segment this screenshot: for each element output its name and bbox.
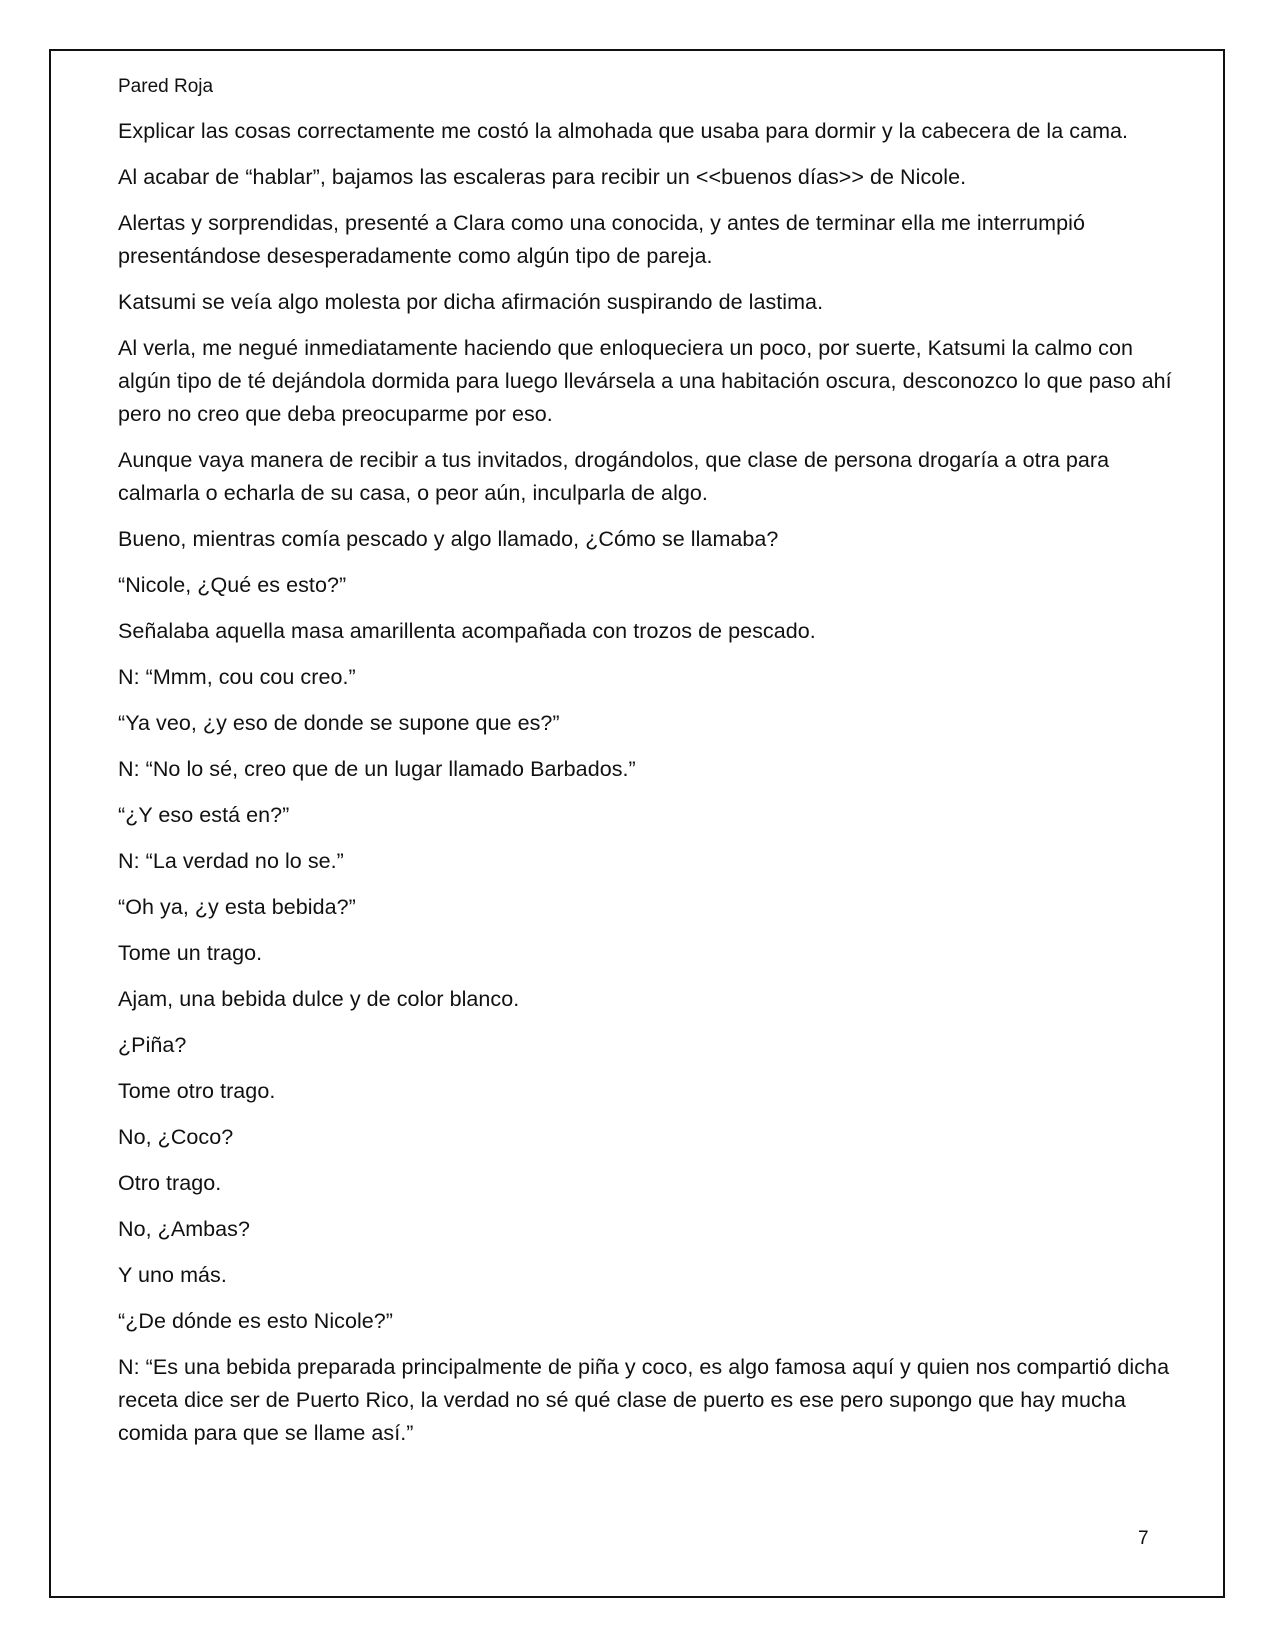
paragraph: No, ¿Coco? — [118, 1125, 234, 1149]
paragraph: ¿Piña? — [118, 1033, 187, 1057]
paragraph: Al acabar de “hablar”, bajamos las escaleras para recibir un <<buenos días>> de Nicole. — [118, 165, 967, 189]
paragraph: Tome un trago. — [118, 941, 263, 965]
dialogue-line: “¿Y eso está en?” — [118, 803, 290, 827]
page-number: 7 — [1138, 1528, 1149, 1549]
paragraph: Y uno más. — [118, 1263, 227, 1287]
dialogue-line: “¿De dónde es esto Nicole?” — [118, 1309, 394, 1333]
dialogue-line: N: “Mmm, cou cou creo.” — [118, 665, 356, 689]
paragraph: Señalaba aquella masa amarillenta acompañada con trozos de pescado. — [118, 619, 816, 643]
paragraph: Katsumi se veía algo molesta por dicha afirmación suspirando de lastima. — [118, 290, 824, 314]
dialogue-line: N: “La verdad no lo se.” — [118, 849, 344, 873]
dialogue-line: N: “No lo sé, creo que de un lugar llamado Barbados.” — [118, 757, 636, 781]
dialogue-line: “Ya veo, ¿y eso de donde se supone que es?” — [118, 711, 560, 735]
paragraph: Explicar las cosas correctamente me costó la almohada que usaba para dormir y la cabecera de la cama. — [118, 119, 1129, 143]
paragraph: Ajam, una bebida dulce y de color blanco. — [118, 987, 520, 1011]
paragraph: Aunque vaya manera de recibir a tus invitados, drogándolos, que clase de persona drogaría a otra para calmarla o echarla de su casa, o peor aún, inculparla de algo. — [118, 448, 1110, 505]
paragraph-list — [118, 115, 1178, 1450]
paragraph: Alertas y sorprendidas, presenté a Clara como una conocida, y antes de terminar ella me interrumpió presentándose desesperadamente como algún tipo de pareja. — [118, 211, 1085, 268]
paragraph: Otro trago. — [118, 1171, 222, 1195]
paragraph: Al verla, me negué inmediatamente haciendo que enloqueciera un poco, por suerte, Katsumi la calmo con algún tipo de té dejándola dormida para luego llevársela a una habitación oscura, desconozco lo que paso ahí pero no creo que deba preocuparme por eso. — [118, 336, 1172, 426]
dialogue-line: “Nicole, ¿Qué es esto?” — [118, 573, 347, 597]
paragraph: Bueno, mientras comía pescado y algo llamado, ¿Cómo se llamaba? — [118, 527, 779, 551]
dialogue-line: N: “Es una bebida preparada principalmente de piña y coco, es algo famosa aquí y quien nos compartió dicha receta dice ser de Puerto Rico, la verdad no sé qué clase de puerto es ese pero supongo que hay mucha comida para que se llame así.” — [118, 1355, 1170, 1445]
dialogue-line: “Oh ya, ¿y esta bebida?” — [118, 895, 356, 919]
document-body — [118, 73, 1178, 1463]
paragraph: No, ¿Ambas? — [118, 1217, 250, 1241]
running-header: Pared Roja — [118, 76, 214, 97]
paragraph: Tome otro trago. — [118, 1079, 276, 1103]
